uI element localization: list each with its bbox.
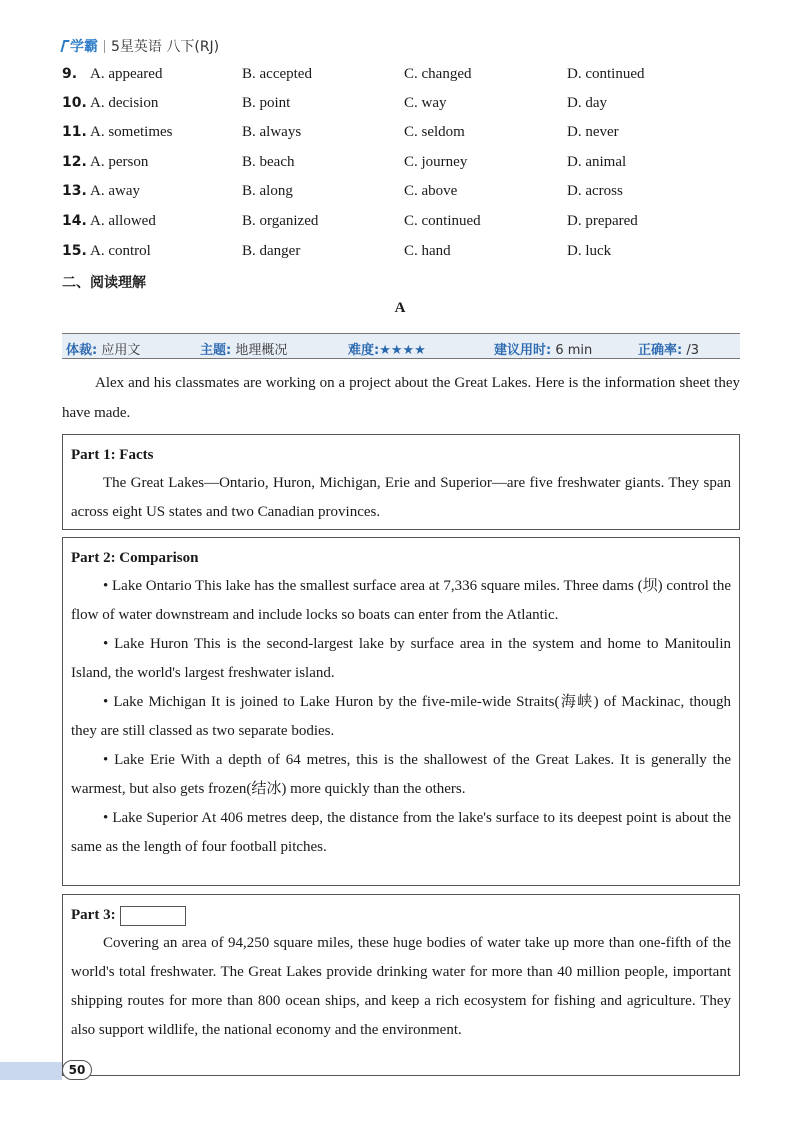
option-a: A. allowed [90, 213, 156, 229]
page-header [62, 36, 219, 56]
question-number: 10. [62, 95, 87, 111]
part1-text: The Great Lakes—Ontario, Huron, Michigan, Erie and Superior—are five freshwater giants. They span across eight US states and two Canadian provinces. [71, 475, 731, 520]
option-c: C. way [404, 95, 447, 111]
section-title: 二、阅读理解 [62, 275, 146, 291]
time-label: 建议用时: [494, 343, 552, 358]
part3-title-blank[interactable] [120, 906, 186, 926]
topic-info [200, 339, 287, 358]
question-row [62, 95, 742, 115]
option-a: A. control [90, 243, 151, 259]
option-c: C. changed [404, 66, 472, 82]
option-b: B. along [242, 183, 293, 199]
difficulty-label: 难度: [348, 343, 380, 358]
part1-box [62, 434, 740, 530]
option-d: D. across [567, 183, 623, 199]
topic-label: 主题: [200, 343, 232, 358]
part3-heading [71, 901, 731, 929]
genre-label: 体裁: [66, 343, 98, 358]
brand-name: 学霸 [70, 39, 98, 55]
genre-info [66, 339, 140, 358]
cap-icon [60, 40, 69, 52]
lake-michigan-item: • Lake Michigan It is joined to Lake Huron by the five-mile-wide Straits(海峡) of Mackinac, though they are still classed as two separate bodies. [71, 694, 731, 739]
accuracy-info [638, 339, 699, 358]
part1-title: Part 1: Facts [71, 447, 154, 463]
time-value: 6 min [555, 343, 593, 358]
question-row [62, 124, 742, 144]
option-d: D. continued [567, 66, 645, 82]
passage-label: A [394, 300, 406, 316]
question-number: 12. [62, 154, 87, 170]
question-row [62, 183, 742, 203]
star-icon: ★★★★ [379, 343, 426, 358]
option-d: D. prepared [567, 213, 638, 229]
accuracy-label: 正确率: [638, 343, 683, 358]
part2-title: Part 2: Comparison [71, 550, 199, 566]
option-d: D. day [567, 95, 607, 111]
option-a: A. appeared [90, 66, 163, 82]
part3-title: Part 3: [71, 907, 116, 923]
option-b: B. organized [242, 213, 319, 229]
option-a: A. person [90, 154, 149, 170]
question-number: 9. [62, 66, 78, 82]
part3-text: Covering an area of 94,250 square miles, these huge bodies of water take up more than one-fifth of the world's total freshwater. The Great Lakes provide drinking water for more than 40 million people, important shipping routes for more than 800 ocean ships, and keep a rich ecosystem for fishing and agriculture. They also support wildlife, the national economy and the environment. [71, 935, 731, 1038]
option-c: C. above [404, 183, 458, 199]
question-row [62, 213, 742, 233]
option-a: A. decision [90, 95, 159, 111]
book-title: 5星英语 八下(RJ) [111, 39, 220, 55]
question-row [62, 243, 742, 263]
footer-color-bar [0, 1062, 62, 1080]
option-b: B. point [242, 95, 291, 111]
lake-erie-item: • Lake Erie With a depth of 64 metres, this is the shallowest of the Great Lakes. It is generally the warmest, but also gets frozen(结冰) more quickly than the others. [71, 752, 731, 797]
option-c: C. seldom [404, 124, 465, 140]
question-number: 14. [62, 213, 87, 229]
option-c: C. journey [404, 154, 468, 170]
lake-ontario-item: • Lake Ontario This lake has the smallest surface area at 7,336 square miles. Three dams (坝) control the flow of water downstream and include locks so boats can enter from the Atlantic. [71, 578, 731, 623]
option-d: D. luck [567, 243, 612, 259]
lake-huron-item: • Lake Huron This is the second-largest lake by surface area in the system and home to Manitoulin Island, the world's largest freshwater island. [71, 636, 731, 681]
option-c: C. hand [404, 243, 451, 259]
lake-superior-item: • Lake Superior At 406 metres deep, the distance from the lake's surface to its deepest point is about the same as the length of four football pitches. [71, 810, 731, 855]
passage-intro: Alex and his classmates are working on a project about the Great Lakes. Here is the information sheet they have made. [62, 375, 740, 421]
header-divider [104, 40, 105, 53]
difficulty-info [348, 339, 426, 358]
time-info [494, 339, 592, 358]
question-row [62, 154, 742, 174]
page-number: 50 [62, 1060, 92, 1080]
part3-box [62, 894, 740, 1076]
option-b: B. always [242, 124, 302, 140]
option-a: A. sometimes [90, 124, 173, 140]
genre-value: 应用文 [101, 343, 141, 358]
option-b: B. danger [242, 243, 301, 259]
topic-value: 地理概况 [235, 343, 288, 358]
passage-info-bar [62, 333, 740, 359]
question-number: 11. [62, 124, 87, 140]
option-d: D. animal [567, 154, 627, 170]
part2-box [62, 537, 740, 886]
question-row [62, 66, 742, 86]
question-number: 15. [62, 243, 87, 259]
option-c: C. continued [404, 213, 481, 229]
option-a: A. away [90, 183, 140, 199]
option-d: D. never [567, 124, 619, 140]
question-number: 13. [62, 183, 87, 199]
option-b: B. beach [242, 154, 295, 170]
option-b: B. accepted [242, 66, 312, 82]
accuracy-value: /3 [686, 343, 699, 358]
brand-logo [62, 36, 98, 56]
